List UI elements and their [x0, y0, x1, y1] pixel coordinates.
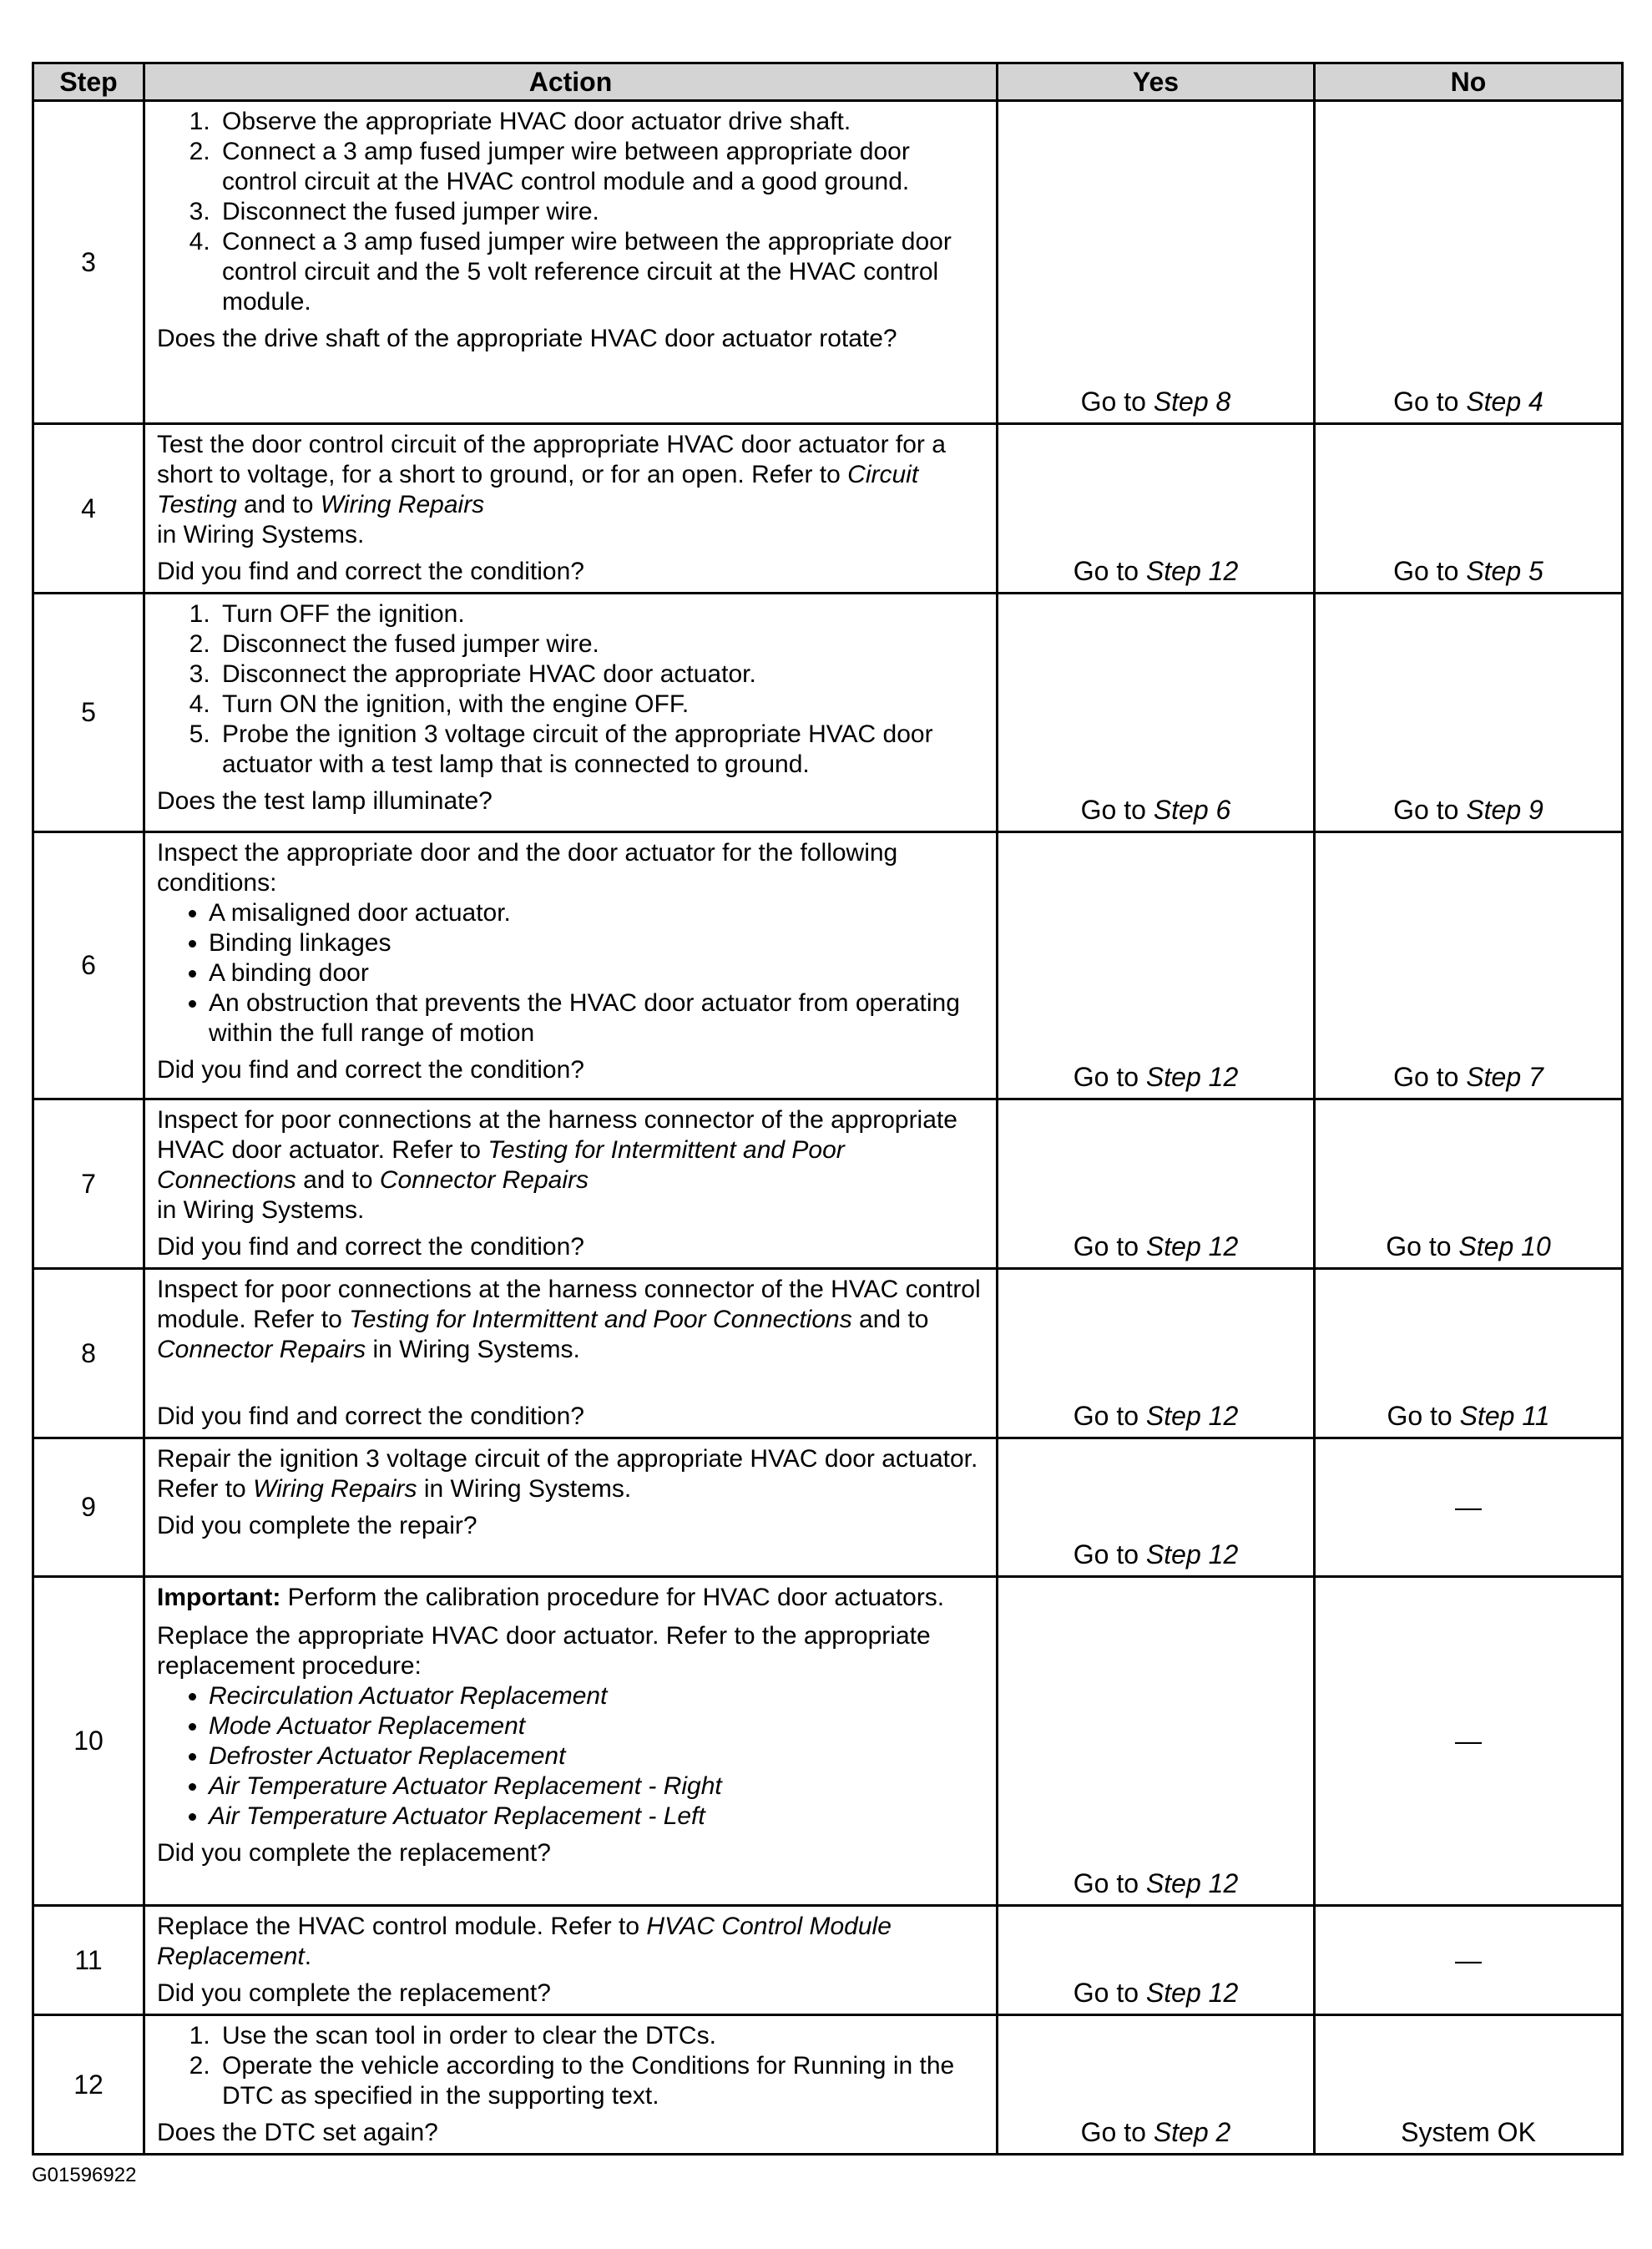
go-to-text: Go to: [1080, 2117, 1146, 2147]
action-cell: [144, 832, 998, 1099]
table-header-row: [33, 63, 1623, 101]
procedure-list: [157, 1681, 988, 1832]
action-list: [157, 107, 988, 317]
action-list: [157, 2021, 988, 2111]
list-item[interactable]: [209, 1771, 988, 1802]
no-step-ref: Step 5: [1466, 556, 1543, 586]
table-row: [33, 1099, 1623, 1269]
important-text: Perform the calibration procedure for HVAC door actuators.: [287, 1584, 945, 1611]
list-item[interactable]: [209, 1711, 988, 1741]
yes-cell: [998, 2015, 1315, 2155]
reference-link[interactable]: HVAC Control Module Replacement: [157, 1913, 892, 1970]
reference-link[interactable]: Circuit Testing: [157, 461, 919, 518]
yes-step-ref: Step 12: [1145, 1868, 1239, 1898]
no-cell: [1315, 594, 1623, 832]
go-to-text: Go to: [1073, 1401, 1139, 1431]
header-action: Action: [144, 63, 998, 101]
action-cell: [144, 1577, 998, 1906]
reference-link[interactable]: Air Temperature Actuator Replacement - Right: [209, 1772, 722, 1800]
list-item[interactable]: [209, 1802, 988, 1832]
step-number: 12: [33, 2015, 144, 2155]
yes-step-ref: Step 2: [1153, 2117, 1231, 2147]
table-row: [33, 1577, 1623, 1906]
no-cell: [1315, 101, 1623, 424]
yes-step-ref: Step 12: [1145, 556, 1239, 586]
no-cell: [1315, 424, 1623, 594]
go-to-text: Go to: [1073, 1978, 1139, 2008]
go-to-text: Go to: [1073, 1062, 1139, 1092]
text-segment: Repair the ignition 3 voltage circuit of the appropriate HVAC door actuator. Refer to: [157, 1445, 978, 1503]
text-segment: and to: [243, 491, 314, 518]
yes-step-ref: Step 12: [1145, 1062, 1239, 1092]
table-row: [33, 1269, 1623, 1438]
yes-step-ref: Step 12: [1145, 1401, 1239, 1431]
action-cell: [144, 1269, 998, 1438]
action-text: [157, 430, 988, 550]
action-cell: [144, 1099, 998, 1269]
yes-step-ref: Step 12: [1145, 1978, 1239, 2008]
list-item: 5. Probe the ignition 3 voltage circuit of the appropriate HVAC door actuator with a test lamp that is connected to ground.: [217, 720, 988, 780]
yes-step-ref: Step 8: [1153, 387, 1231, 417]
go-to-text: Go to: [1080, 795, 1146, 825]
action-cell: [144, 2015, 998, 2155]
list-item: • A misaligned door actuator.: [209, 898, 988, 928]
list-item: 4. Connect a 3 amp fused jumper wire between the appropriate door control circuit and the 5 volt reference circuit at the HVAC control module.: [217, 227, 988, 317]
question: Did you find and correct the condition?: [157, 1233, 584, 1261]
text-segment: and to: [859, 1306, 929, 1333]
table-row: [33, 1438, 1623, 1577]
action-intro: Replace the appropriate HVAC door actuator. Refer to the appropriate replacement procedure:: [157, 1622, 931, 1680]
reference-link[interactable]: Wiring Repairs: [253, 1475, 417, 1503]
table-row: [33, 2015, 1623, 2155]
no-cell: —: [1315, 1577, 1623, 1906]
no-cell: —: [1315, 1906, 1623, 2015]
question: Did you complete the replacement?: [157, 1839, 551, 1867]
important-note: [157, 1583, 988, 1613]
no-cell: [1315, 1099, 1623, 1269]
question: Did you find and correct the condition?: [157, 558, 584, 585]
go-to-text: Go to: [1073, 556, 1139, 586]
reference-link[interactable]: Mode Actuator Replacement: [209, 1712, 526, 1740]
no-step-ref: Step 9: [1466, 795, 1543, 825]
question: Does the test lamp illuminate?: [157, 787, 493, 815]
table-row: [33, 101, 1623, 424]
yes-cell: [998, 1099, 1315, 1269]
yes-cell: [998, 1438, 1315, 1577]
yes-step-ref: Step 12: [1145, 1231, 1239, 1261]
action-cell: [144, 1438, 998, 1577]
question: Does the DTC set again?: [157, 2119, 438, 2146]
go-to-text: Go to: [1393, 387, 1459, 417]
reference-link[interactable]: Connector Repairs: [157, 1336, 366, 1363]
no-cell: [1315, 1269, 1623, 1438]
text-segment: Inspect for poor connections at the harness connector of the HVAC control module. Refer to: [157, 1276, 981, 1333]
yes-cell: [998, 1577, 1315, 1906]
go-to-text: Go to: [1393, 1062, 1459, 1092]
text-segment: in Wiring Systems.: [157, 1196, 365, 1224]
step-number: 5: [33, 594, 144, 832]
list-item[interactable]: [209, 1741, 988, 1771]
reference-link[interactable]: Air Temperature Actuator Replacement - Left: [209, 1802, 705, 1830]
list-item: 2. Disconnect the fused jumper wire.: [217, 629, 988, 660]
action-text: [157, 1275, 988, 1365]
table-row: [33, 1906, 1623, 2015]
step-number: 9: [33, 1438, 144, 1577]
yes-cell: [998, 832, 1315, 1099]
text-segment: .: [304, 1943, 312, 1970]
action-text: [157, 1912, 988, 1972]
action-cell: [144, 1906, 998, 2015]
list-item: 3. Disconnect the appropriate HVAC door actuator.: [217, 660, 988, 690]
no-step-ref: Step 10: [1458, 1231, 1551, 1261]
yes-cell: [998, 101, 1315, 424]
action-cell: [144, 101, 998, 424]
no-cell: —: [1315, 1438, 1623, 1577]
table-row: [33, 594, 1623, 832]
step-number: 3: [33, 101, 144, 424]
step-number: 8: [33, 1269, 144, 1438]
question: Does the drive shaft of the appropriate HVAC door actuator rotate?: [157, 325, 897, 352]
no-cell: [1315, 832, 1623, 1099]
table-row: [33, 424, 1623, 594]
list-item: 3. Disconnect the fused jumper wire.: [217, 197, 988, 227]
action-list: [157, 599, 988, 780]
header-step: Step: [33, 63, 144, 101]
question: Did you find and correct the condition?: [157, 1402, 584, 1430]
figure-id: G01596922: [32, 2164, 137, 2186]
reference-link[interactable]: Recirculation Actuator Replacement: [209, 1682, 608, 1710]
text-segment: Test the door control circuit of the appropriate HVAC door actuator for a short to voltage, for a short to ground, or for an open. Refer to: [157, 431, 946, 488]
action-text: [157, 1444, 988, 1504]
step-number: 10: [33, 1577, 144, 1906]
text-segment: in Wiring Systems.: [157, 521, 365, 548]
yes-cell: [998, 1269, 1315, 1438]
go-to-text: Go to: [1393, 556, 1459, 586]
go-to-text: Go to: [1080, 387, 1146, 417]
step-number: 11: [33, 1906, 144, 2015]
list-item: • A binding door: [209, 958, 988, 988]
go-to-text: Go to: [1393, 795, 1459, 825]
text-segment: Replace the HVAC control module. Refer to: [157, 1913, 640, 1940]
step-number: 7: [33, 1099, 144, 1269]
question: Did you complete the repair?: [157, 1512, 477, 1539]
yes-cell: [998, 1906, 1315, 2015]
list-item: 1. Turn OFF the ignition.: [217, 599, 988, 629]
question: Did you find and correct the condition?: [157, 1056, 584, 1084]
action-text: [157, 1105, 988, 1226]
important-label: Important:: [157, 1584, 281, 1611]
go-to-text: Go to: [1073, 1868, 1139, 1898]
action-intro: Inspect the appropriate door and the door actuator for the following conditions:: [157, 839, 898, 897]
no-cell: System OK: [1315, 2015, 1623, 2155]
header-no: No: [1315, 63, 1623, 101]
table-row: [33, 832, 1623, 1099]
list-item: 2. Operate the vehicle according to the Conditions for Running in the DTC as specified in the supporting text.: [217, 2051, 988, 2111]
go-to-text: Go to: [1387, 1401, 1452, 1431]
reference-link[interactable]: Testing for Intermittent and Poor Connections: [157, 1136, 845, 1194]
action-cell: [144, 424, 998, 594]
step-number: 6: [33, 832, 144, 1099]
go-to-text: Go to: [1073, 1231, 1139, 1261]
text-segment: in Wiring Systems.: [423, 1475, 632, 1503]
text-segment: Inspect for poor connections at the harness connector of the appropriate HVAC door actuator. Refer to: [157, 1106, 957, 1164]
question: Did you complete the replacement?: [157, 1979, 551, 2007]
list-item: 4. Turn ON the ignition, with the engine OFF.: [217, 690, 988, 720]
action-cell: [144, 594, 998, 832]
list-item: 1. Use the scan tool in order to clear the DTCs.: [217, 2021, 988, 2051]
no-step-ref: Step 7: [1466, 1062, 1543, 1092]
list-item: • An obstruction that prevents the HVAC door actuator from operating within the full range of motion: [209, 988, 988, 1049]
yes-cell: [998, 594, 1315, 832]
list-item: 2. Connect a 3 amp fused jumper wire between appropriate door control circuit at the HVAC control module and a good ground.: [217, 137, 988, 197]
text-segment: and to: [303, 1166, 373, 1194]
diagnostic-table: [32, 62, 1624, 2156]
list-item: • Binding linkages: [209, 928, 988, 958]
header-yes: Yes: [998, 63, 1315, 101]
go-to-text: Go to: [1386, 1231, 1452, 1261]
no-step-ref: Step 4: [1466, 387, 1543, 417]
reference-link[interactable]: Wiring Repairs: [320, 491, 485, 518]
step-number: 4: [33, 424, 144, 594]
go-to-text: Go to: [1073, 1539, 1139, 1569]
reference-link[interactable]: Connector Repairs: [379, 1166, 589, 1194]
list-item: 1. Observe the appropriate HVAC door actuator drive shaft.: [217, 107, 988, 137]
condition-list: [157, 898, 988, 1049]
text-segment: in Wiring Systems.: [372, 1336, 580, 1363]
yes-cell: [998, 424, 1315, 594]
no-step-ref: Step 11: [1459, 1401, 1550, 1431]
yes-step-ref: Step 6: [1153, 795, 1231, 825]
list-item[interactable]: [209, 1681, 988, 1711]
yes-step-ref: Step 12: [1145, 1539, 1239, 1569]
reference-link[interactable]: Testing for Intermittent and Poor Connections: [349, 1306, 852, 1333]
reference-link[interactable]: Defroster Actuator Replacement: [209, 1742, 566, 1770]
